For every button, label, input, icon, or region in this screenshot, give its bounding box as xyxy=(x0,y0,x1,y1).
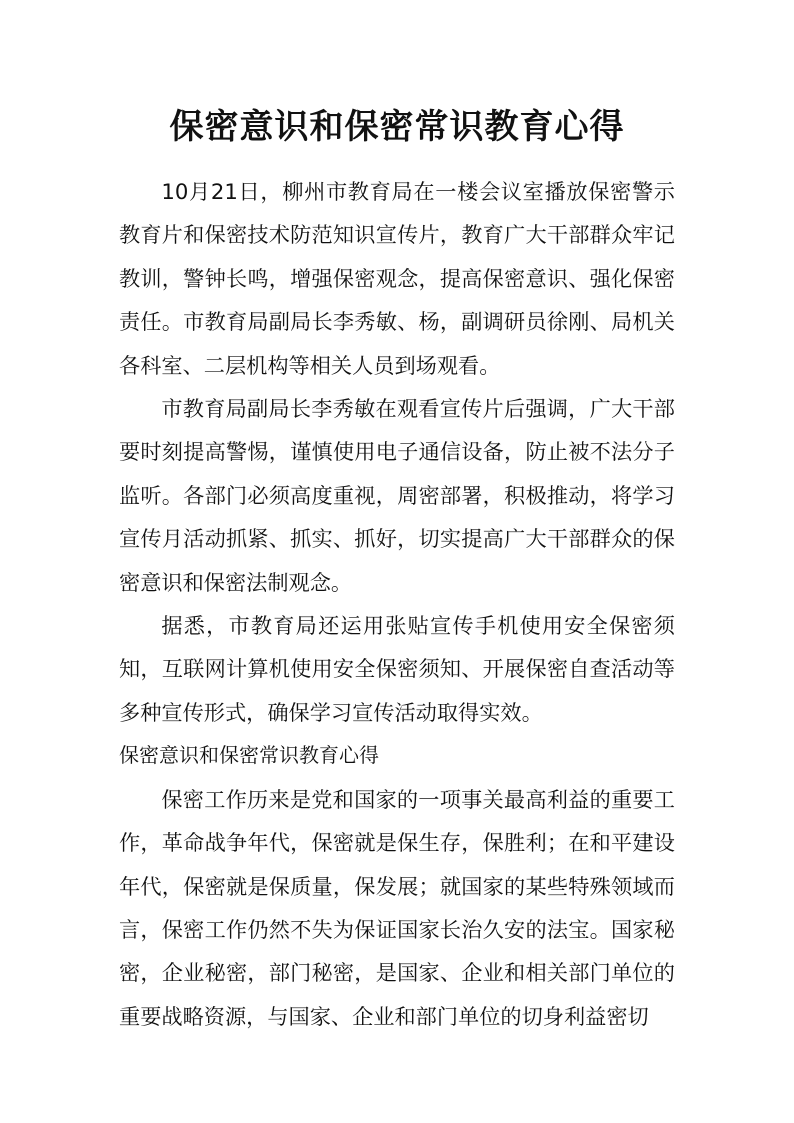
paragraph: 据悉，市教育局还运用张贴宣传手机使用安全保密须知，互联网计算机使用安全保密须知、开展保密自查活动等多种宣传形式，确保学习宣传活动取得实效。 xyxy=(119,613,675,725)
paragraph: 10月21日，柳州市教育局在一楼会议室播放保密警示教育片和保密技术防范知识宣传片，教育广大干部群众牢记教训，警钟长鸣，增强保密观念，提高保密意识、强化保密责任。市教育局副局长李秀敏、杨，副调研员徐刚、局机关各科室、二层机构等相关人员到场观看。 xyxy=(119,179,675,378)
document-body xyxy=(119,170,675,1038)
section-heading: 保密意识和保密常识教育心得 xyxy=(119,743,379,768)
paragraph: 市教育局副局长李秀敏在观看宣传片后强调，广大干部要时刻提高警惕，谨慎使用电子通信设备，防止被不法分子监听。各部门必须高度重视，周密部署，积极推动，将学习宣传月活动抓紧、抓实、抓好，切实提高广大干部群众的保密意识和保密法制观念。 xyxy=(119,396,675,595)
paragraph: 保密工作历来是党和国家的一项事关最高利益的重要工作，革命战争年代，保密就是保生存，保胜利；在和平建设年代，保密就是保质量，保发展；就国家的某些特殊领域而言，保密工作仍然不失为保证国家长治久安的法宝。国家秘密，企业秘密，部门秘密，是国家、企业和相关部门单位的重要战略资源，与国家、企业和部门单位的切身利益密切 xyxy=(119,786,675,1029)
document-title: 保密意识和保密常识教育心得 xyxy=(169,107,625,147)
